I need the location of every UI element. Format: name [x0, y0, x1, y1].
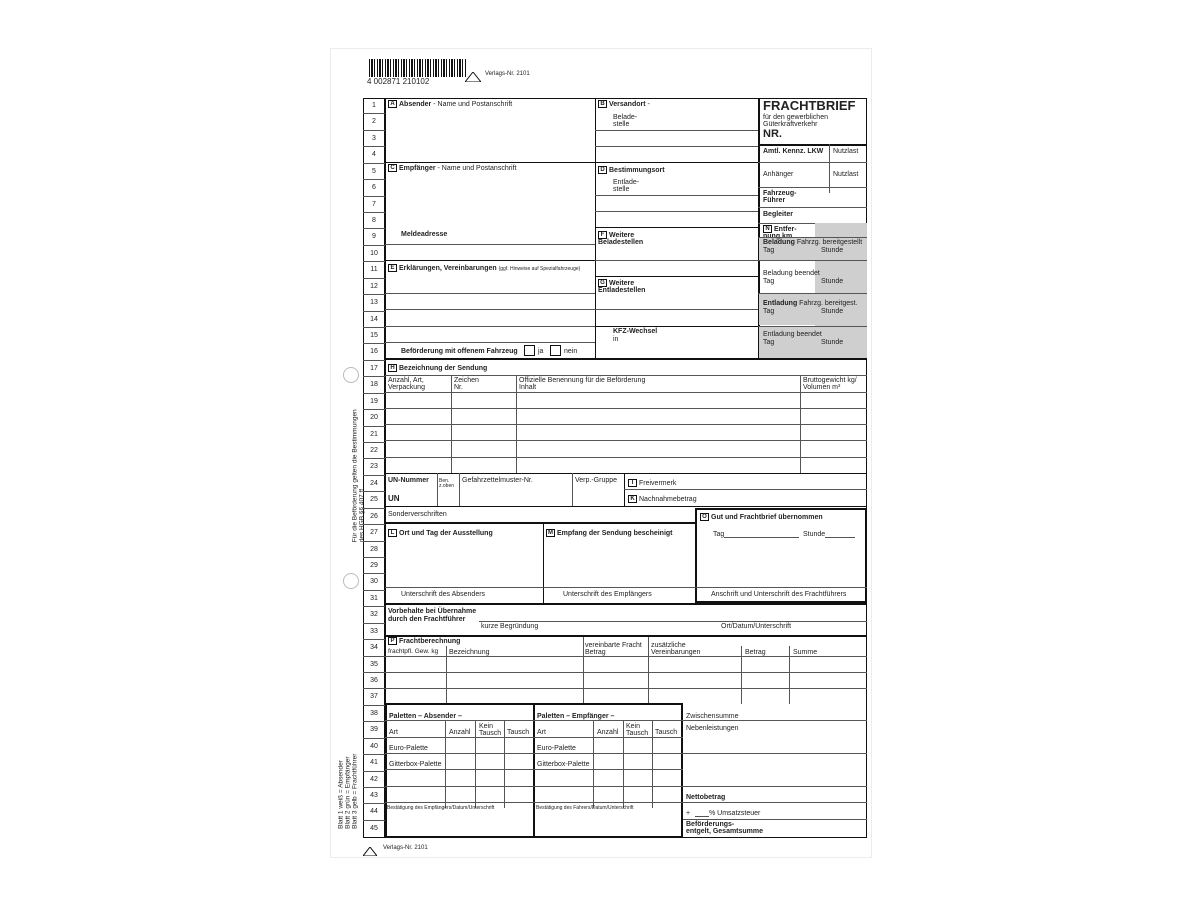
publisher-logo-icon [465, 69, 481, 87]
footer-publisher-logo-icon [363, 843, 377, 861]
row-number: 15 [363, 328, 385, 344]
row-number: 14 [363, 312, 385, 328]
row-number: 17 [363, 361, 385, 377]
meldeadresse-label: Meldeadresse [401, 231, 448, 238]
section-l-label: L Ort und Tag der Ausstellung [388, 529, 493, 537]
l-sign-label: Unterschrift des Absenders [401, 591, 486, 598]
section-p-label: P Frachtberechnung [388, 637, 460, 645]
freight-form-sheet [330, 48, 872, 858]
barcode [369, 59, 467, 77]
nettobetrag-label: Nettobetrag [686, 794, 726, 801]
umsatzsteuer-label: % Umsatzsteuer [709, 810, 761, 817]
gesamtsumme-label: Beförderungs- entgelt, Gesamtsumme [686, 821, 764, 836]
un-label: UN [388, 494, 400, 503]
ben-label: Ben. z.oben [439, 478, 455, 490]
row-number: 40 [363, 739, 385, 755]
row-number: 31 [363, 591, 385, 607]
row-number: 26 [363, 509, 385, 525]
row-number: 32 [363, 607, 385, 623]
nein-label: nein [564, 348, 578, 355]
beladung-label: Beladung Fahrzg. bereitgestellt [763, 239, 863, 246]
row-number: 45 [370, 824, 378, 832]
offenes-fahrzeug-label: Beförderung mit offenem Fahrzeug [401, 348, 518, 355]
un-nummer-label: UN-Nummer [388, 477, 429, 484]
section-i-label: I Freivermerk [628, 479, 676, 487]
punch-hole [343, 367, 359, 383]
pe-art: Art [537, 729, 546, 736]
entladung-beendet-stunde: Stunde [821, 339, 844, 346]
row-number: 42 [363, 772, 385, 788]
row-number: 13 [363, 295, 385, 311]
row-number: 37 [363, 689, 385, 705]
row-number: 2 [363, 114, 385, 130]
row-number: 41 [363, 755, 385, 771]
row-number: 5 [363, 164, 385, 180]
pa-tausch: Tausch [507, 729, 530, 736]
verp-gruppe-label: Verp.-Gruppe [575, 477, 618, 484]
col-vereinbart: vereinbarte Fracht Betrag [585, 642, 642, 657]
section-m-label: M Empfang der Sendung bescheinigt [548, 529, 673, 537]
begruendung-label: kurze Begründung [481, 623, 539, 630]
row-number: 9 [363, 229, 385, 245]
beladung-beendet-stunde: Stunde [821, 278, 844, 285]
o-sign-label: Anschrift und Unterschrift des Frachtführers [711, 591, 847, 598]
row-number: 11 [363, 262, 385, 278]
entladung-beendet-tag: Tag [763, 339, 775, 346]
nebenleistungen-label: Nebenleistungen [686, 725, 739, 732]
row-number: 16 [363, 344, 385, 360]
section-e-label: E Erklärungen, Vereinbarungen (ggf. Hinweise auf Spezialfahrzeuge) [388, 264, 580, 272]
row-number: 35 [363, 657, 385, 673]
paletten-empfaenger-label: Paletten – Empfänger – [537, 713, 615, 720]
section-h-label: H Bezeichnung der Sendung [388, 364, 487, 372]
row-number: 12 [363, 279, 385, 295]
section-o-label: O Gut und Frachtbrief übernommen [700, 513, 823, 521]
beladestelle-label: Belade- stelle [613, 114, 638, 129]
pe-bestaetigung: Bestätigung des Fahrers/Datum/Unterschrift [536, 805, 634, 811]
nutzlast-label-1: Nutzlast [833, 148, 859, 155]
beladung-tag: Tag [763, 247, 775, 254]
col-anzahl: Anzahl, Art, Verpackung [388, 377, 425, 392]
entladung-beendet-label: Entladung beendet [763, 331, 822, 338]
pa-kein-tausch: Kein Tausch [479, 723, 502, 738]
anhaenger-label: Anhänger [763, 171, 794, 178]
publisher-number: Verlags-Nr. 2101 [485, 71, 530, 77]
row-number: 36 [363, 673, 385, 689]
row-number: 10 [363, 246, 385, 262]
col-fracht-gewicht: frachtpfl. Gew. kg [388, 648, 439, 655]
beladung-beendet-label: Beladung beendet [763, 270, 820, 277]
row-number: 4 [363, 147, 385, 163]
kfz-wechsel-label: KFZ-Wechsel [613, 328, 658, 335]
row-number: 7 [363, 197, 385, 213]
pe-euro: Euro-Palette [537, 745, 576, 752]
section-o-box [695, 508, 867, 603]
row-number: 18 [363, 377, 385, 393]
row-number: 29 [363, 558, 385, 574]
col-betrag: Betrag [745, 649, 766, 656]
punch-hole [343, 573, 359, 589]
fahrzeugfuehrer-label: Fahrzeug- Führer [763, 190, 797, 205]
row-number: 6 [363, 180, 385, 196]
col-zusatz: zusätzliche Vereinbarungen [651, 642, 701, 657]
ja-label: ja [538, 348, 544, 355]
pa-bestaetigung: Bestätigung des Empfängers/Datum/Unterschrift [387, 805, 495, 811]
section-d-label: D Bestimmungsort [598, 166, 665, 174]
col-benennung: Offizielle Benennung für die Beförderung Inhalt [519, 377, 646, 392]
m-sign-label: Unterschrift des Empfängers [563, 591, 652, 598]
barcode-number: 4 002871 210102 [367, 77, 430, 86]
entfernung-label: N Entfer- nung km [763, 225, 797, 241]
beladung-beendet-tag: Tag [763, 278, 775, 285]
paletten-absender-label: Paletten – Absender – [389, 713, 462, 720]
row-number: 30 [363, 574, 385, 590]
form-subtitle-2: Güterkraftverkehr [763, 121, 818, 128]
o-stunde-label: Stunde [803, 531, 826, 538]
sondervorschriften-label: Sonderverschriften [388, 511, 447, 518]
form-nr-label: NR. [763, 128, 782, 140]
section-k-label: K Nachnahmebetrag [628, 495, 697, 503]
row-number: 1 [363, 98, 385, 114]
section-c-label: C Empfänger - Name und Postanschrift [388, 164, 517, 172]
entladung-label: Entladung Fahrzg. bereitgest. [763, 300, 858, 307]
o-tag-label: Tag [713, 531, 725, 538]
pe-tausch: Tausch [655, 729, 678, 736]
entladung-stunde: Stunde [821, 308, 844, 315]
row-number: 22 [363, 443, 385, 459]
nein-checkbox[interactable] [550, 345, 561, 356]
zwischensumme-label: Zwischensumme [686, 713, 739, 720]
vorbehalte-label: Vorbehalte bei Übernahme durch den Frachtführer [388, 608, 477, 624]
row-number: 39 [363, 722, 385, 738]
pe-gitter: Gitterbox-Palette [537, 761, 590, 768]
pa-euro: Euro-Palette [389, 745, 428, 752]
form-subtitle-1: für den gewerblichen [763, 114, 828, 121]
row-number: 21 [363, 427, 385, 443]
gefahrzettel-label: Gefahrzettelmuster-Nr. [462, 477, 533, 484]
section-b-label: B Versandort - [598, 100, 650, 108]
row-number: 27 [363, 525, 385, 541]
kennzeichen-label: Amtl. Kennz. LKW [763, 148, 824, 155]
section-g-label: G Weitere Entladestellen [598, 279, 646, 295]
beladung-stunde: Stunde [821, 247, 844, 254]
row-number: 38 [363, 706, 385, 722]
row-number: 20 [363, 410, 385, 426]
entladestelle-label: Entlade- stelle [613, 179, 640, 194]
row-number: 44 [363, 804, 385, 820]
row-number: 3 [363, 131, 385, 147]
row-number: 19 [363, 394, 385, 410]
row-number: 43 [363, 788, 385, 804]
pa-gitter: Gitterbox-Palette [389, 761, 442, 768]
row-number: 8 [363, 213, 385, 229]
pe-anzahl: Anzahl [597, 729, 619, 736]
row-number: 24 [363, 476, 385, 492]
row-number: 34 [363, 640, 385, 656]
form-title: FRACHTBRIEF [763, 98, 856, 113]
umsatzsteuer-plus: + [686, 810, 691, 817]
side-text-copies: Blatt 1 weiß = Absender Blatt 2 grün = Empfänger Blatt 3 gelb = Frachtführer [337, 753, 359, 829]
row-number: 33 [363, 624, 385, 640]
pa-anzahl: Anzahl [449, 729, 471, 736]
kfz-in-label: in [613, 336, 619, 343]
pa-art: Art [389, 729, 398, 736]
col-gewicht: Bruttogewicht kg/ Volumen m³ [803, 377, 857, 392]
entladung-tag: Tag [763, 308, 775, 315]
col-zeichen: Zeichen Nr. [454, 377, 479, 392]
ort-datum-label: Ort/Datum/Unterschrift [721, 623, 792, 630]
pe-kein-tausch: Kein Tausch [626, 723, 649, 738]
row-number: 23 [363, 459, 385, 475]
row-number: 25 [363, 492, 385, 508]
begleiter-label: Begleiter [763, 211, 793, 218]
col-fracht-bezeichnung: Bezeichnung [449, 649, 490, 656]
nutzlast-label-2: Nutzlast [833, 171, 859, 178]
side-text-hgb: Für die Beförderung gelten die Bestimmungen des HGB §§ 407 ff [351, 409, 366, 543]
ja-checkbox[interactable] [524, 345, 535, 356]
section-a-label: A Absender - Name und Postanschrift [388, 100, 512, 108]
row-number: 28 [363, 542, 385, 558]
section-f-label: F Weitere Beladestellen [598, 231, 644, 247]
footer-publisher-number: Verlags-Nr. 2101 [383, 845, 428, 851]
col-summe: Summe [793, 649, 818, 656]
